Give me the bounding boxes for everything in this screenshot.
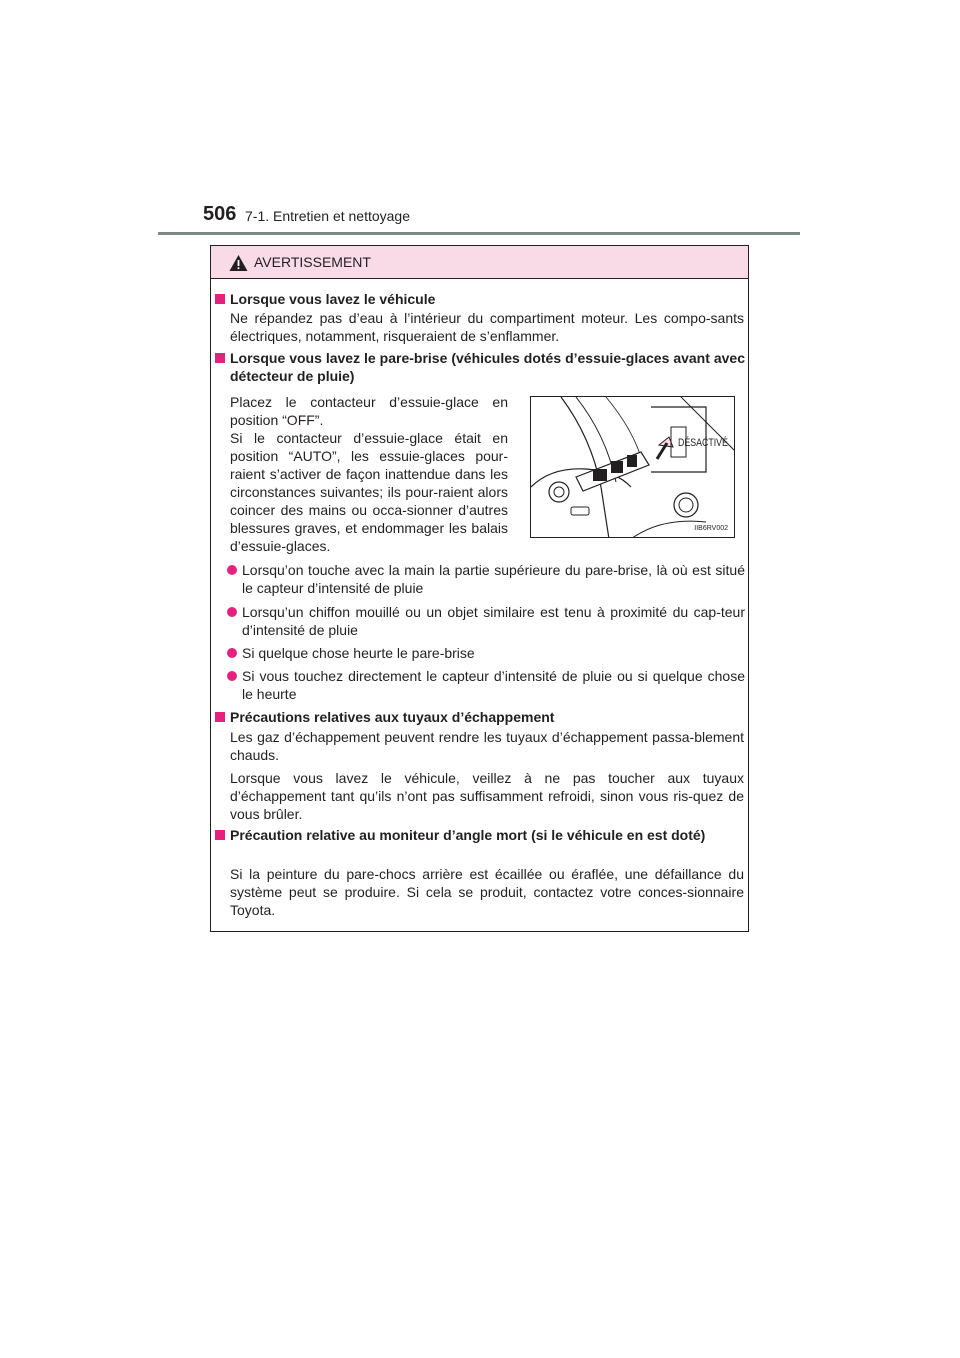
square-bullet-icon: [215, 294, 225, 304]
round-bullet-icon: [227, 671, 237, 681]
list-item: Lorsqu’un chiffon mouillé ou un objet similaire est tenu à proximité du cap-teur d’intensité de pluie: [215, 603, 745, 639]
section-heading: Lorsque vous lavez le véhicule: [215, 290, 745, 308]
list-item: Si vous touchez directement le capteur d’intensité de pluie ou si quelque chose le heurte: [215, 667, 745, 703]
section-body: Placez le contacteur d’essuie-glace en position “OFF”. Si le contacteur d’essuie-glace était en position “AUTO”, les essuie-glaces pour-raient s’activer de façon inattendue dans les circonstances suivantes; ils pour-raient alors coincer des mains ou occa-sionner d’autres blessures graves, et endommager les balais d’essuie-glaces.: [230, 394, 508, 554]
wiper-switch-figure: [530, 396, 735, 538]
square-bullet-icon: [215, 712, 225, 722]
page-number: 506: [203, 203, 237, 225]
list-item: Si quelque chose heurte le pare-brise: [215, 644, 745, 662]
warning-header: [211, 246, 748, 279]
list-item: Lorsqu’on touche avec la main la partie supérieure du pare-brise, là où est situé le capteur d’intensité de pluie: [215, 561, 745, 597]
square-bullet-icon: [215, 353, 225, 363]
section-heading: Précautions relatives aux tuyaux d’échappement: [215, 708, 745, 726]
section-body: Ne répandez pas d’eau à l’intérieur du compartiment moteur. Les compo-sants électriques, notamment, risqueraient de s’enflammer.: [230, 310, 744, 344]
section-body: Les gaz d’échappement peuvent rendre les tuyaux d’échappement passa-blement chauds.: [230, 729, 744, 763]
section-body: Lorsque vous lavez le véhicule, veillez à ne pas toucher aux tuyaux d’échappement tant qu’ils n’ont pas suffisamment refroidi, sinon vous ris-quez de vous brûler.: [230, 770, 744, 822]
warning-box: [210, 245, 749, 932]
section-body: Si la peinture du pare-chocs arrière est écaillée ou éraflée, une défaillance du système peut se produire. Si cela se produit, contactez votre conces-sionnaire Toyota.: [230, 866, 744, 918]
figure-label: DÉSACTIVÉ: [678, 437, 728, 449]
round-bullet-icon: [227, 607, 237, 617]
square-bullet-icon: [215, 830, 225, 840]
section-heading: Lorsque vous lavez le pare-brise (véhicules dotés d’essuie-glaces avant avec détecteur de pluie): [215, 349, 745, 385]
warning-triangle-icon: [229, 254, 248, 272]
round-bullet-icon: [227, 565, 237, 575]
header-rule: [158, 232, 800, 235]
figure-id: IIB6RV002: [694, 525, 728, 532]
warning-title: AVERTISSEMENT: [254, 254, 371, 270]
round-bullet-icon: [227, 648, 237, 658]
wiper-switch-illustration: [531, 397, 735, 538]
section-heading: Précaution relative au moniteur d’angle mort (si le véhicule en est doté): [215, 826, 745, 844]
section-title: 7-1. Entretien et nettoyage: [245, 208, 410, 224]
